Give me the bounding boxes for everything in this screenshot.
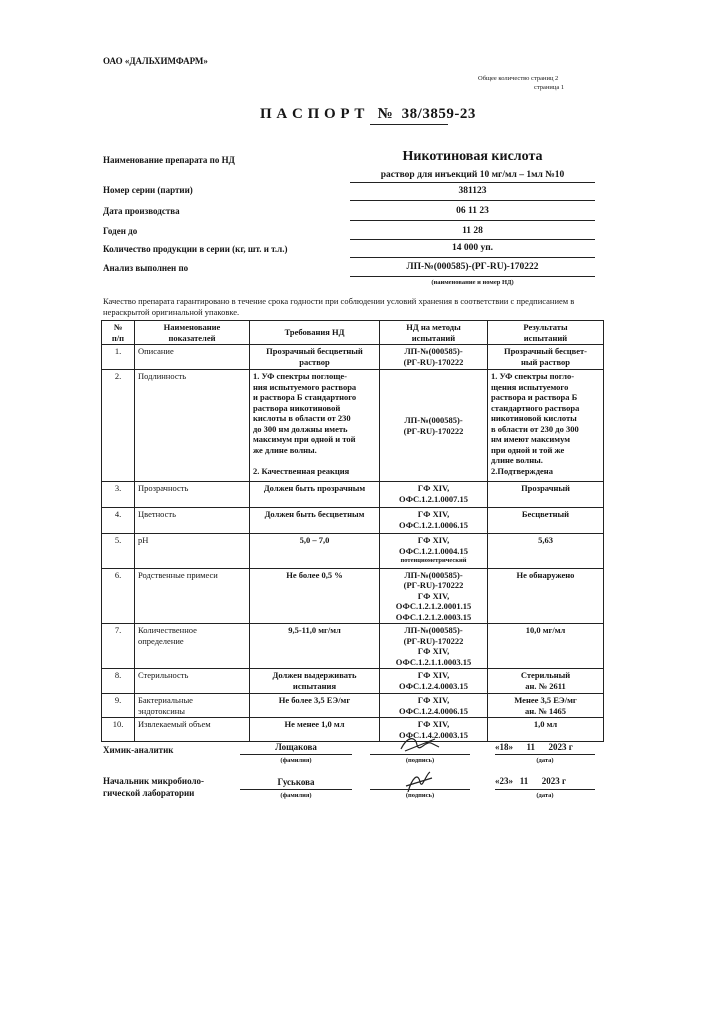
analysis-label: Анализ выполнен по xyxy=(103,263,189,273)
row-result: 1,0 мл xyxy=(488,718,604,742)
header-methods: НД на методы испытаний xyxy=(380,321,488,345)
row-result: Прозрачный xyxy=(488,482,604,508)
row-method-cell xyxy=(380,534,488,569)
row-method: ГФ XIV, ОФС.1.2.1.0006.15 xyxy=(380,508,488,534)
row-requirement: 5,0 – 7,0 xyxy=(250,534,380,569)
row-num: 9. xyxy=(102,694,135,718)
chemist-surname: Лощакова xyxy=(275,742,317,752)
row-method: ЛП-№(000585)- (РГ-RU)-170222 xyxy=(380,345,488,370)
row-requirement: 1. УФ спектры поглоще- ния испытуемого раствора и раствора Б стандартного раствора никотиновой кислоты в области от 230 до 300 нм должны иметь максимум при одной и той же длине волны. 2. Качественная реакция xyxy=(250,370,380,482)
row-requirement: Не менее 1,0 мл xyxy=(250,718,380,742)
row-indicator: Родственные примеси xyxy=(135,568,250,624)
row-num: 2. xyxy=(102,370,135,482)
company-name: ОАО «ДАЛЬХИМФАРМ» xyxy=(103,56,208,66)
row-num: 7. xyxy=(102,624,135,669)
table-row xyxy=(102,624,604,669)
row-method: ГФ XIV, ОФС.1.2.4.0006.15 xyxy=(380,694,488,718)
table-row xyxy=(102,669,604,694)
name-label: Наименование препарата по НД xyxy=(103,155,235,165)
product-form: раствор для инъекций 10 мг/мл – 1мл №10 xyxy=(380,170,565,180)
table-row xyxy=(102,568,604,624)
head-sign-caption: (подпись) xyxy=(405,792,435,799)
row-indicator: pH xyxy=(135,534,250,569)
row-requirement: Не более 0,5 % xyxy=(250,568,380,624)
chemist-role: Химик-аналитик xyxy=(103,745,174,755)
row-indicator: Подлинность xyxy=(135,370,250,482)
rule xyxy=(495,754,595,755)
head-surname: Гуськова xyxy=(277,777,315,787)
row-requirement: Прозрачный бесцветный раствор xyxy=(250,345,380,370)
row-result: 5,63 xyxy=(488,534,604,569)
rule xyxy=(370,789,470,790)
rule xyxy=(350,220,595,221)
expiry-label: Годен до xyxy=(103,226,138,236)
row-requirement: Должен быть прозрачным xyxy=(250,482,380,508)
row-num: 3. xyxy=(102,482,135,508)
chemist-date: «18» 11 2023 г xyxy=(495,742,573,752)
head-date-caption: (дата) xyxy=(536,792,554,799)
rule xyxy=(350,257,595,258)
rule xyxy=(240,789,352,790)
head-date: «23» 11 2023 г xyxy=(495,776,567,786)
row-method: ЛП-№(000585)- (РГ-RU)-170222 ГФ XIV, ОФС.1.2.1.2.0001.15 ОФС.1.2.1.2.0003.15 xyxy=(380,568,488,624)
rule xyxy=(240,754,352,755)
chemist-signature xyxy=(395,733,445,755)
table-row xyxy=(102,694,604,718)
row-result: Стерильный ан. № 2611 xyxy=(488,669,604,694)
row-num: 1. xyxy=(102,345,135,370)
header-requirements: Требования НД xyxy=(250,321,380,345)
pages-current: страница 1 xyxy=(534,84,565,91)
row-result: 1. УФ спектры погло- щения испытуемого раствора и раствора Б стандартного раствора никотиновой кислоты в области от 230 до 300 нм имеют максимум при одной и той же длине волны. 2.Подтверждена xyxy=(488,370,604,482)
rule xyxy=(495,789,595,790)
table-row xyxy=(102,370,604,482)
header-indicator: Наименование показателей xyxy=(135,321,250,345)
row-num: 5. xyxy=(102,534,135,569)
production-value: 06 11 23 xyxy=(456,206,489,216)
row-indicator: Описание xyxy=(135,345,250,370)
row-num: 4. xyxy=(102,508,135,534)
row-num: 6. xyxy=(102,568,135,624)
head-role-line1: Начальник микробиоло- xyxy=(103,776,205,786)
row-indicator: Прозрачность xyxy=(135,482,250,508)
row-result: Не обнаружено xyxy=(488,568,604,624)
row-requirement: Должен выдерживать испытания xyxy=(250,669,380,694)
row-result: Бесцветный xyxy=(488,508,604,534)
rule xyxy=(350,200,595,201)
header-results: Результаты испытаний xyxy=(488,321,604,345)
row-method: ЛП-№(000585)- (РГ-RU)-170222 xyxy=(380,370,488,482)
rule xyxy=(370,754,470,755)
pages-total: Общее количество страниц 2 xyxy=(478,75,559,82)
chemist-sign-caption: (подпись) xyxy=(405,757,435,764)
chemist-surname-caption: (фамилия) xyxy=(280,757,312,764)
table-header-row xyxy=(102,321,604,345)
row-requirement: Должен быть бесцветным xyxy=(250,508,380,534)
test-results-table xyxy=(101,320,604,742)
chemist-date-caption: (дата) xyxy=(536,757,554,764)
analysis-value: ЛП-№(000585)-(РГ-RU)-170222 xyxy=(406,262,539,272)
row-requirement: 9,5-11,0 мг/мл xyxy=(250,624,380,669)
row-method: ГФ XIV, ОФС.1.4.2.0003.15 xyxy=(380,718,488,742)
series-value: 381123 xyxy=(458,186,487,196)
head-role-line2: гической лаборатории xyxy=(103,788,195,798)
row-indicator: Количественное определение xyxy=(135,624,250,669)
title-underline xyxy=(370,124,448,125)
row-result: Менее 3,5 ЕЭ/мг ан. № 1465 xyxy=(488,694,604,718)
quantity-value: 14 000 уп. xyxy=(451,243,494,253)
table-row xyxy=(102,482,604,508)
rule xyxy=(350,239,595,240)
head-surname-caption: (фамилия) xyxy=(280,792,312,799)
table-row xyxy=(102,345,604,370)
quality-note: Качество препарата гарантировано в течение срока годности при соблюдении условий хранения в соответствии с предписанием в нераскрытой оригинальной упаковке. xyxy=(103,296,575,317)
header-num: № п/п xyxy=(102,321,135,345)
analysis-caption: (наименование и номер НД) xyxy=(431,279,514,286)
row-method: ГФ XIV, ОФС.1.2.1.0007.15 xyxy=(380,482,488,508)
row-method: ЛП-№(000585)- (РГ-RU)-170222 ГФ XIV, ОФС.1.2.1.1.0003.15 xyxy=(380,624,488,669)
row-indicator: Извлекаемый объем xyxy=(135,718,250,742)
row-result: Прозрачный бесцвет- ный раствор xyxy=(488,345,604,370)
row-method: ГФ XIV, ОФС.1.2.1.0004.15 xyxy=(398,535,469,556)
quantity-label: Количество продукции в серии (кг, шт. и т.л.) xyxy=(103,244,288,254)
row-method: ГФ XIV, ОФС.1.2.4.0003.15 xyxy=(380,669,488,694)
table-row xyxy=(102,534,604,569)
row-num: 10. xyxy=(102,718,135,742)
row-method-note: потенциометрический xyxy=(400,557,467,564)
rule xyxy=(350,182,595,183)
row-num: 8. xyxy=(102,669,135,694)
row-indicator: Цветность xyxy=(135,508,250,534)
product-name: Никотиновая кислота xyxy=(402,149,543,164)
production-label: Дата производства xyxy=(103,206,180,216)
rule xyxy=(350,276,595,277)
expiry-value: 11 28 xyxy=(462,226,483,236)
row-result: 10,0 мг/мл xyxy=(488,624,604,669)
row-indicator: Стерильность xyxy=(135,669,250,694)
passport-title: П А С П О Р Т № 38/3859-23 xyxy=(260,106,476,122)
table-row xyxy=(102,718,604,742)
table-row xyxy=(102,508,604,534)
series-label: Номер серии (партии) xyxy=(103,185,193,195)
row-requirement: Не более 3,5 ЕЭ/мг xyxy=(250,694,380,718)
row-indicator: Бактериальные эндотоксины xyxy=(135,694,250,718)
